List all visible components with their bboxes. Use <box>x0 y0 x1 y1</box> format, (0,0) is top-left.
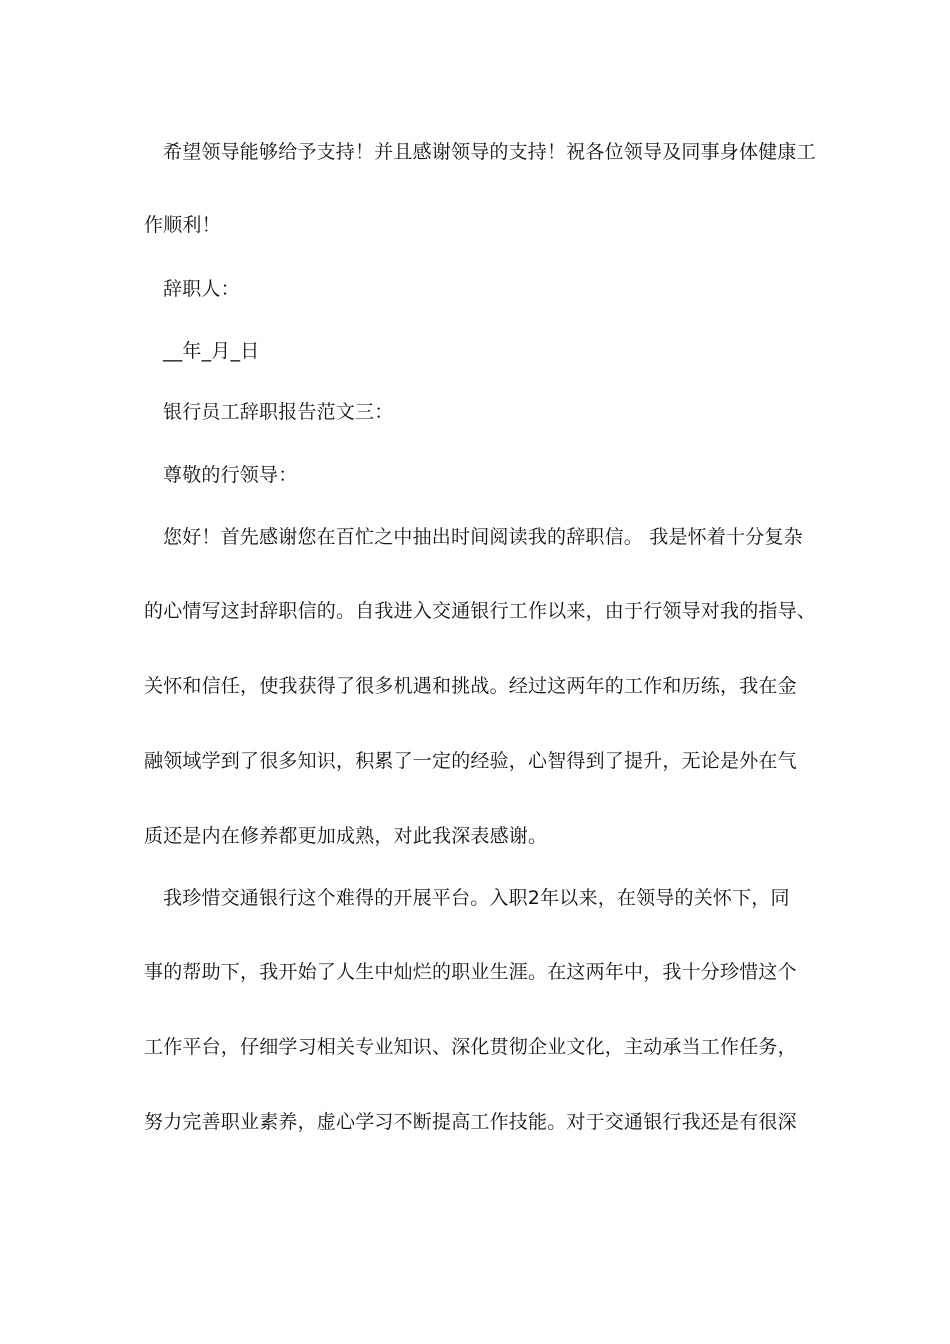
text-line: 希望领导能够给予支持！并且感谢领导的支持！祝各位领导及同事身体健康工 <box>163 141 816 163</box>
text-line: 努力完善职业素养，虚心学习不断提高工作技能。对于交通银行我还是有很深 <box>144 1111 797 1133</box>
text-line: 作顺利！ <box>144 214 221 236</box>
text-line: 的心情写这封辞职信的。自我进入交通银行工作以来，由于行领导对我的指导、 <box>144 600 817 622</box>
text-line: 我珍惜交通银行这个难得的开展平台。入职2年以来，在领导的关怀下，同 <box>163 887 790 909</box>
date-line: __年_月_日 <box>163 340 260 362</box>
text-line: 关怀和信任，使我获得了很多机遇和挑战。经过这两年的工作和历练，我在金 <box>144 675 797 697</box>
salutation: 尊敬的行领导： <box>163 464 298 486</box>
text-line: 工作平台，仔细学习相关专业知识、深化贯彻企业文化，主动承当工作任务， <box>144 1036 797 1058</box>
text-line: 质还是内在修养都更加成熟，对此我深表感谢。 <box>144 825 548 847</box>
text-line: 事的帮助下，我开始了人生中灿烂的职业生涯。在这两年中，我十分珍惜这个 <box>144 961 797 983</box>
text-line: 融领域学到了很多知识，积累了一定的经验，心智得到了提升，无论是外在气 <box>144 750 797 772</box>
text-line: 您好！首先感谢您在百忙之中抽出时间阅读我的辞职信。 我是怀着十分复杂 <box>163 526 803 548</box>
section-title: 银行员工辞职报告范文三： <box>163 401 394 423</box>
signature-label: 辞职人： <box>163 278 240 300</box>
